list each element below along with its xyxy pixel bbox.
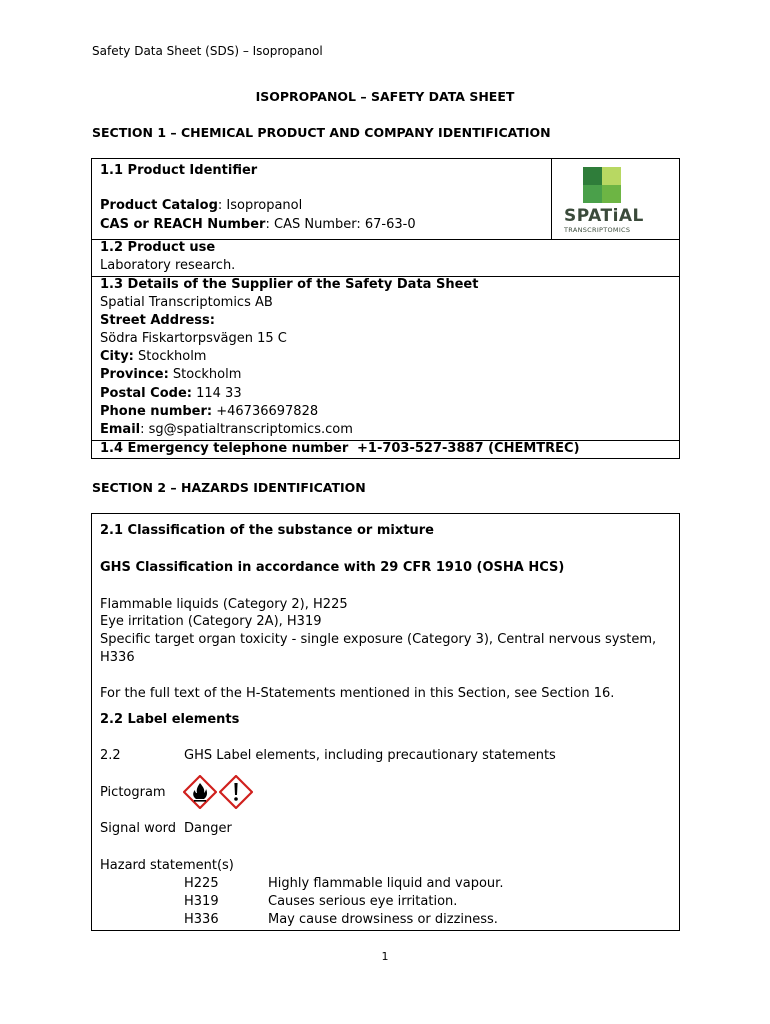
product-identifier-heading: 1.1 Product Identifier: [100, 163, 258, 178]
classification-item: Eye irritation (Category 2A), H319: [100, 614, 322, 629]
phone-label: Phone number:: [100, 404, 213, 419]
pictogram-label: Pictogram: [100, 785, 166, 800]
emergency-phone: +1-703-527-3887 (CHEMTREC): [357, 441, 580, 456]
section-2-box: [91, 513, 680, 931]
cas-value: : CAS Number: 67-63-0: [265, 217, 416, 232]
city-row: [100, 348, 206, 366]
logo-tagline-text: TRANSCRIPTOMICS: [564, 226, 631, 234]
logo-brand-text: SPATiAL: [564, 206, 644, 226]
label-elements-heading: 2.2 Label elements: [100, 712, 240, 727]
street-label: Street Address:: [100, 313, 215, 328]
section-1-heading: SECTION 1 – CHEMICAL PRODUCT AND COMPANY IDENTIFICATION: [92, 125, 551, 140]
section-2-heading: SECTION 2 – HAZARDS IDENTIFICATION: [92, 480, 366, 495]
supplier-heading: 1.3 Details of the Supplier of the Safety Data Sheet: [100, 277, 479, 292]
full-text-note: For the full text of the H-Statements mentioned in this Section, see Section 16.: [100, 686, 615, 701]
email-row: [100, 421, 353, 439]
flame-pictogram-icon: [183, 775, 217, 809]
classification-item: Flammable liquids (Category 2), H225: [100, 597, 348, 612]
hazard-code: H225: [184, 876, 219, 891]
postal-row: [100, 385, 242, 403]
product-use-value: Laboratory research.: [100, 258, 236, 273]
hazard-statements-label: Hazard statement(s): [100, 858, 234, 873]
page-number: 1: [381, 950, 389, 963]
province-value: Stockholm: [168, 367, 242, 382]
signal-word-value: Danger: [184, 821, 232, 836]
hazard-text: Highly flammable liquid and vapour.: [268, 876, 504, 891]
postal-label: Postal Code:: [100, 386, 192, 401]
product-catalog-value: : Isopropanol: [217, 198, 303, 213]
exclamation-pictogram-icon: [219, 775, 253, 809]
document-title: ISOPROPANOL – SAFETY DATA SHEET: [255, 89, 515, 104]
product-catalog-label: Product Catalog: [100, 198, 218, 213]
classification-item: Specific target organ toxicity - single exposure (Category 3), Central nervous system,: [100, 632, 657, 647]
phone-value: +46736697828: [212, 404, 319, 419]
spatial-transcriptomics-logo: [561, 165, 673, 235]
hazard-code: H336: [184, 912, 219, 927]
ghs-classification-heading: GHS Classification in accordance with 29 CFR 1910 (OSHA HCS): [100, 560, 565, 575]
product-use-heading: 1.2 Product use: [100, 240, 216, 255]
street-value: Södra Fiskartorpsvägen 15 C: [100, 331, 287, 346]
section-1-table: [91, 158, 680, 459]
signal-word-label: Signal word: [100, 821, 177, 836]
postal-value: 114 33: [191, 386, 242, 401]
ghs-label-text: GHS Label elements, including precautionary statements: [184, 748, 556, 763]
phone-row: [100, 403, 318, 421]
logo-cell-divider: [551, 159, 552, 239]
cas-number-row: [100, 216, 416, 234]
ghs-label-number: 2.2: [100, 748, 121, 763]
city-value: Stockholm: [133, 349, 207, 364]
province-label: Province:: [100, 367, 169, 382]
province-row: [100, 366, 241, 384]
hazard-text: May cause drowsiness or dizziness.: [268, 912, 498, 927]
hazard-text: Causes serious eye irritation.: [268, 894, 458, 909]
classification-heading: 2.1 Classification of the substance or mixture: [100, 523, 434, 538]
product-catalog-row: [100, 197, 302, 215]
cas-label: CAS or REACH Number: [100, 217, 266, 232]
hazard-code: H319: [184, 894, 219, 909]
email-label: Email: [100, 422, 141, 437]
emergency-label: 1.4 Emergency telephone number: [100, 441, 349, 456]
city-label: City:: [100, 349, 134, 364]
email-value: : sg@spatialtranscriptomics.com: [140, 422, 353, 437]
supplier-company: Spatial Transcriptomics AB: [100, 295, 273, 310]
running-header: Safety Data Sheet (SDS) – Isopropanol: [92, 44, 323, 58]
classification-item: H336: [100, 650, 135, 665]
